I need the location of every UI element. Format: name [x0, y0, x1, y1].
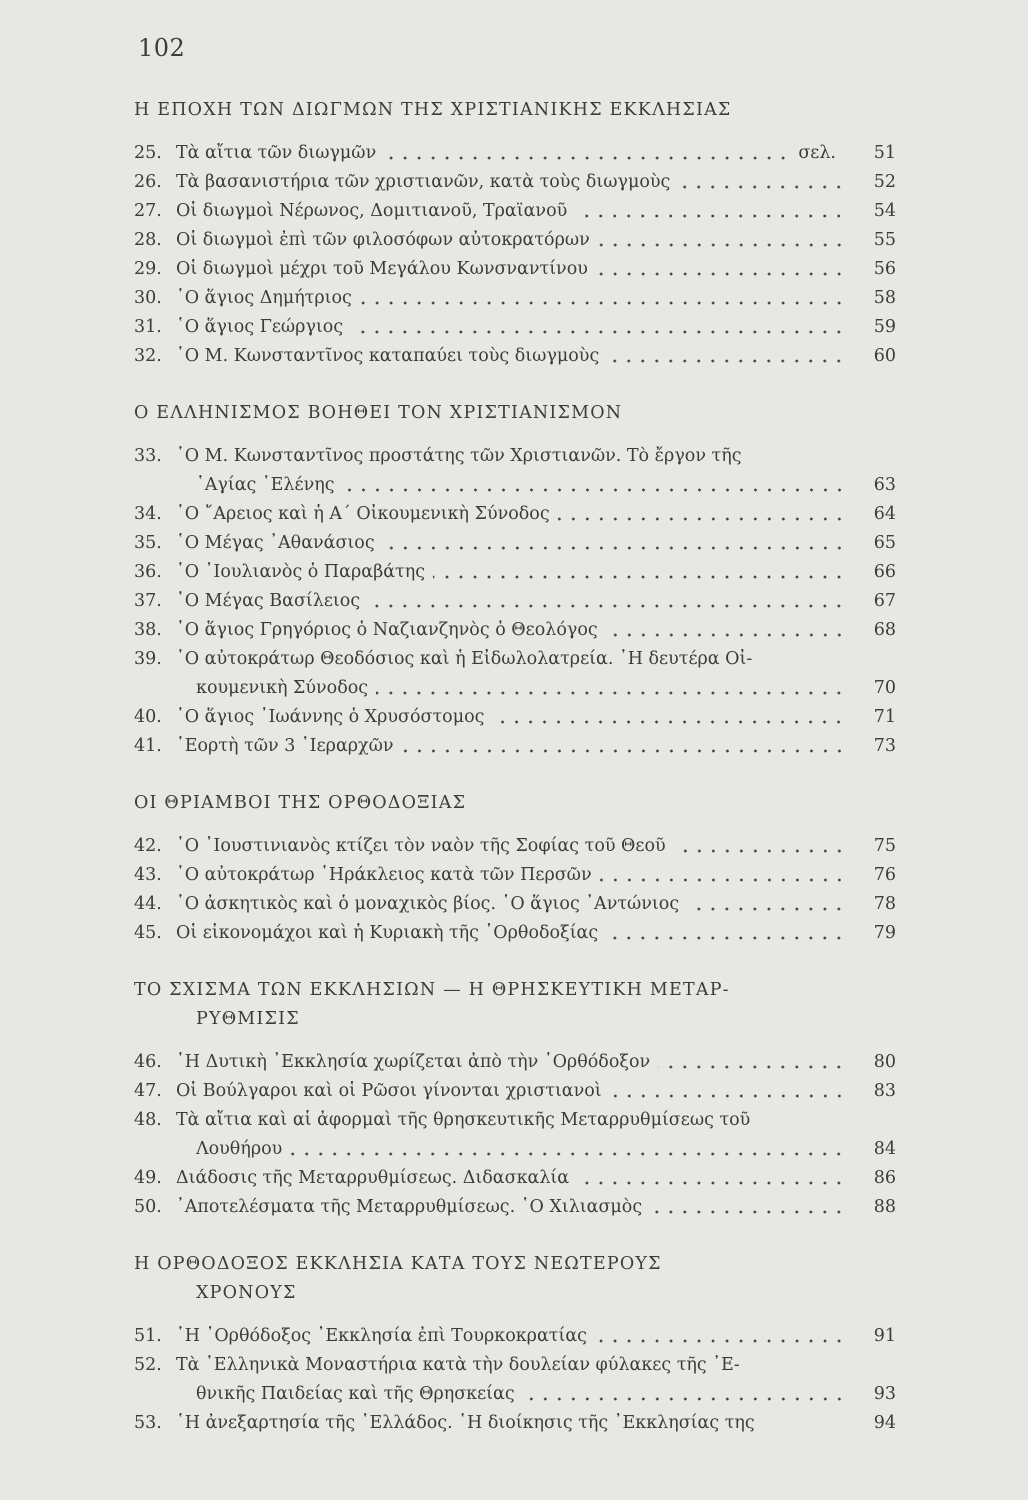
section-heading-line: ΧΡΟΝΟΥΣ [196, 1283, 297, 1303]
entry-number: 48. [134, 1110, 162, 1130]
entry-number: 27. [134, 201, 162, 221]
page-reference: 76 [873, 865, 896, 885]
toc-entry [134, 442, 896, 500]
toc-entry-line [134, 471, 896, 500]
entry-title: Οἱ Βούλγαροι καὶ οἱ Ρῶσοι γίνονται χριστιανοὶ [176, 1081, 602, 1101]
toc-entry [134, 832, 896, 861]
toc-entry-line [134, 1077, 896, 1106]
toc-entry [134, 284, 896, 313]
entry-title: ῾Ο Μ. Κωνσταντῖνος προστάτης τῶν Χριστιανῶν. Τὸ ἔργον τῆς [176, 446, 742, 466]
dot-leader [368, 603, 846, 609]
dot-leader [492, 719, 846, 725]
dot-leader [402, 748, 846, 754]
entry-number: 37. [134, 591, 162, 611]
dot-leader [383, 545, 846, 551]
toc-entry-line [134, 919, 896, 948]
toc-entry-line [134, 197, 896, 226]
dot-leader [600, 877, 846, 883]
entry-title: ῾Ο Μ. Κωνσταντῖνος καταπαύει τοὺς διωγμοὺς [176, 346, 600, 366]
page-reference: 73 [873, 736, 896, 756]
toc-section [134, 1250, 896, 1438]
toc-entry-line [134, 313, 896, 342]
entry-title: ῾Ο ῎Αρειος καὶ ἡ Α΄ Οἰκουμενικὴ Σύνοδος [176, 504, 550, 524]
dot-leader [650, 1209, 846, 1215]
table-of-contents [134, 96, 896, 1466]
page-reference: 56 [873, 259, 896, 279]
section-heading [134, 789, 896, 818]
entry-number: 29. [134, 259, 162, 279]
toc-entry-line [134, 1351, 896, 1380]
entry-title: Τὰ βασανιστήρια τῶν χριστιανῶν, κατὰ τοὺς διωγμοὺς [176, 172, 671, 192]
dot-leader [674, 848, 846, 854]
dot-leader [678, 184, 846, 190]
page-reference: 68 [873, 620, 896, 640]
dot-leader [595, 1338, 846, 1344]
toc-entry-line [134, 645, 896, 674]
page-reference: 84 [873, 1139, 896, 1159]
entry-title: ῾Εορτὴ τῶν 3 ῾Ιεραρχῶν [176, 736, 394, 756]
toc-entry [134, 529, 896, 558]
toc-entry [134, 313, 896, 342]
toc-entry-line [134, 500, 896, 529]
entry-title: Οἱ διωγμοὶ Νέρωνος, Δομιτιανοῦ, Τραϊανοῦ [176, 201, 568, 221]
page-reference: 94 [873, 1413, 896, 1433]
page-reference: 60 [873, 346, 896, 366]
entry-number: 44. [134, 894, 162, 914]
section-heading-line: ΟΙ ΘΡΙΑΜΒΟΙ ΤΗΣ ΟΡΘΟΔΟΞΙΑΣ [134, 793, 467, 813]
entry-number: 28. [134, 230, 162, 250]
toc-section [134, 399, 896, 761]
toc-entry [134, 732, 896, 761]
page-reference: 78 [873, 894, 896, 914]
toc-entry [134, 255, 896, 284]
toc-entry [134, 1193, 896, 1222]
entry-number: 26. [134, 172, 162, 192]
page-reference: 93 [873, 1384, 896, 1404]
toc-entry [134, 168, 896, 197]
page-reference: 66 [873, 562, 896, 582]
entry-number: 45. [134, 923, 162, 943]
entry-number: 31. [134, 317, 162, 337]
entry-title: ῾Ο Μέγας ᾿Αθανάσιος [176, 533, 375, 553]
dot-leader [658, 1064, 846, 1070]
toc-entry-line [134, 616, 896, 645]
entry-number: 25. [134, 143, 162, 163]
toc-entry-line [134, 1106, 896, 1135]
dot-leader [376, 690, 846, 696]
toc-entry [134, 197, 896, 226]
entry-number: 46. [134, 1052, 162, 1072]
entry-title: ῾Ο ᾿Ιουλιανὸς ὁ Παραβάτης [176, 562, 425, 582]
dot-leader [610, 1093, 846, 1099]
section-heading-line: Ο ΕΛΛΗΝΙΣΜΟΣ ΒΟΗΘΕΙ ΤΟΝ ΧΡΙΣΤΙΑΝΙΣΜΟΝ [134, 403, 623, 423]
toc-entry [134, 1048, 896, 1077]
page-reference: 91 [873, 1326, 896, 1346]
toc-entry-line [134, 890, 896, 919]
toc-entry [134, 226, 896, 255]
entry-number: 49. [134, 1168, 162, 1188]
toc-entry [134, 861, 896, 890]
entry-title: ῾Η ᾿Ορθόδοξος ᾿Εκκλησία ἐπὶ Τουρκοκρατίας [176, 1326, 587, 1346]
toc-entry [134, 558, 896, 587]
toc-entry [134, 1077, 896, 1106]
entry-title: ῾Ο αὐτοκράτωρ ῾Ηράκλειος κατὰ τῶν Περσῶν [176, 865, 592, 885]
entry-title: Οἱ διωγμοὶ ἐπὶ τῶν φιλοσόφων αὐτοκρατόρων [176, 230, 590, 250]
entry-title: ῾Ο ἅγιος Γεώργιος [176, 317, 344, 337]
section-heading [134, 96, 896, 125]
section-heading [134, 976, 896, 1034]
toc-section [134, 789, 896, 948]
toc-entry-line [134, 674, 896, 703]
toc-entry-line [134, 1135, 896, 1164]
dot-leader [433, 574, 846, 580]
entry-title: ῾Η ἀνεξαρτησία τῆς ῾Ελλάδος. ῾Η διοίκησις τῆς ᾿Εκκλησίας της [176, 1413, 755, 1433]
entry-number: 35. [134, 533, 162, 553]
page-reference: 67 [873, 591, 896, 611]
toc-entry-line [134, 1322, 896, 1351]
entry-number: 50. [134, 1197, 162, 1217]
toc-section [134, 976, 896, 1222]
section-heading-line: ΤΟ ΣΧΙΣΜΑ ΤΩΝ ΕΚΚΛΗΣΙΩΝ — Η ΘΡΗΣΚΕΥΤΙΚΗ ΜΕΤΑΡ- [134, 980, 730, 1000]
toc-entry-line [134, 1048, 896, 1077]
entry-number: 33. [134, 446, 162, 466]
dot-leader [360, 300, 846, 306]
page-reference: 54 [873, 201, 896, 221]
entry-title: ῾Ο ἅγιος Γρηγόριος ὁ Ναζιανζηνὸς ὁ Θεολόγος [176, 620, 598, 640]
entry-title: κουμενικὴ Σύνοδος [196, 678, 369, 698]
page-reference: 51 [873, 143, 896, 163]
entry-number: 42. [134, 836, 162, 856]
entry-title: Τὰ αἴτια τῶν διωγμῶν [176, 143, 377, 163]
dot-leader [523, 1396, 846, 1402]
toc-entry-line [134, 732, 896, 761]
entry-title: Λουθήρου [196, 1139, 283, 1159]
toc-entry-line [134, 139, 896, 168]
entry-number: 32. [134, 346, 162, 366]
page-reference: 83 [873, 1081, 896, 1101]
entry-title: ῾Ο ᾿Ιουστινιανὸς κτίζει τὸν ναὸν τῆς Σοφίας τοῦ Θεοῦ [176, 836, 666, 856]
toc-entry [134, 1106, 896, 1164]
entry-number: 41. [134, 736, 162, 756]
page-reference: 65 [873, 533, 896, 553]
entry-title: Διάδοσις τῆς Μεταρρυθμίσεως. Διδασκαλία [176, 1168, 570, 1188]
dot-leader [577, 1180, 846, 1186]
entry-number: 43. [134, 865, 162, 885]
toc-entry-line [134, 284, 896, 313]
page-reference: 59 [873, 317, 896, 337]
entry-number: 39. [134, 649, 162, 669]
entry-number: 40. [134, 707, 162, 727]
entry-number: 47. [134, 1081, 162, 1101]
toc-entry [134, 342, 896, 371]
dot-leader [607, 358, 846, 364]
entry-title: Τὰ αἴτια καὶ αἱ ἀφορμαὶ τῆς θρησκευτικῆς Μεταρρυθμίσεως τοῦ [176, 1110, 751, 1130]
toc-entry [134, 645, 896, 703]
entry-number: 36. [134, 562, 162, 582]
dot-leader [290, 1151, 846, 1157]
page-reference: 80 [873, 1052, 896, 1072]
entry-title: Τὰ ῾Ελληνικὰ Μοναστήρια κατὰ τὴν δουλείαν φύλακες τῆς ᾿Ε- [176, 1355, 740, 1375]
toc-entry-line [134, 587, 896, 616]
toc-entry [134, 1409, 896, 1438]
toc-entry-line [134, 832, 896, 861]
entry-title: Οἱ εἰκονομάχοι καὶ ἡ Κυριακὴ τῆς ᾿Ορθοδοξίας [176, 923, 599, 943]
toc-entry [134, 139, 896, 168]
toc-entry-line [134, 342, 896, 371]
dot-leader [351, 329, 846, 335]
entry-number: 52. [134, 1355, 162, 1375]
page-reference: 75 [873, 836, 896, 856]
dot-leader [384, 155, 790, 161]
entry-number: 53. [134, 1413, 162, 1433]
section-heading [134, 399, 896, 428]
entry-number: 30. [134, 288, 162, 308]
page-reference: 88 [873, 1197, 896, 1217]
toc-entry [134, 1322, 896, 1351]
toc-entry [134, 1164, 896, 1193]
toc-entry [134, 890, 896, 919]
toc-entry [134, 1351, 896, 1409]
entry-title: ῾Ο ἅγιος Δημήτριος [176, 288, 352, 308]
dot-leader [606, 935, 846, 941]
toc-entry-line [134, 1164, 896, 1193]
entry-number: 38. [134, 620, 162, 640]
entry-number: 34. [134, 504, 162, 524]
entry-title: ῾Ο αὐτοκράτωρ Θεοδόσιος καὶ ἡ Εἰδωλολατρεία. ῾Η δευτέρα Οἰ- [176, 649, 753, 669]
page-reference: 71 [873, 707, 896, 727]
section-heading-line: Η ΟΡΘΟΔΟΞΟΣ ΕΚΚΛΗΣΙΑ ΚΑΤΑ ΤΟΥΣ ΝΕΩΤΕΡΟΥΣ [134, 1254, 662, 1274]
entry-title: ῾Ο Μέγας Βασίλειος [176, 591, 361, 611]
page-reference: 64 [873, 504, 896, 524]
dot-leader [575, 213, 846, 219]
toc-entry-line [134, 442, 896, 471]
toc-entry [134, 919, 896, 948]
page-reference: 63 [873, 475, 896, 495]
page-reference: 70 [873, 678, 896, 698]
toc-entry [134, 703, 896, 732]
section-heading-line: Η ΕΠΟΧΗ ΤΩΝ ΔΙΩΓΜΩΝ ΤΗΣ ΧΡΙΣΤΙΑΝΙΚΗΣ ΕΚΚΛΗΣΙΑΣ [134, 100, 732, 120]
entry-title: Οἱ διωγμοὶ μέχρι τοῦ Μεγάλου Κωνσναντίνου [176, 259, 588, 279]
dot-leader [687, 906, 846, 912]
toc-entry-line [134, 1380, 896, 1409]
section-heading [134, 1250, 896, 1308]
entry-title: θνικῆς Παιδείας καὶ τῆς Θρησκείας [196, 1384, 515, 1404]
toc-entry [134, 616, 896, 645]
toc-entry-line [134, 861, 896, 890]
toc-entry-line [134, 1409, 896, 1438]
page-label: σελ. [798, 143, 836, 163]
dot-leader [596, 271, 846, 277]
entry-title: ῾Αγίας ῾Ελένης [196, 475, 335, 495]
toc-entry-line [134, 529, 896, 558]
page-reference: 55 [873, 230, 896, 250]
entry-number: 51. [134, 1326, 162, 1346]
toc-entry-line [134, 558, 896, 587]
page-reference: 86 [873, 1168, 896, 1188]
entry-title: ῾Η Δυτικὴ ᾿Εκκλησία χωρίζεται ἀπὸ τὴν ᾿Ορθόδοξον [176, 1052, 651, 1072]
toc-entry-line [134, 255, 896, 284]
entry-title: ᾿Αποτελέσματα τῆς Μεταρρυθμίσεως. ῾Ο Χιλιασμὸς [176, 1197, 643, 1217]
page-number: 102 [138, 34, 186, 62]
toc-entry-line [134, 168, 896, 197]
toc-entry-line [134, 703, 896, 732]
toc-entry [134, 587, 896, 616]
dot-leader [606, 632, 846, 638]
dot-leader [343, 487, 847, 493]
dot-leader [558, 516, 846, 522]
entry-title: ῾Ο ἅγιος ᾿Ιωάννης ὁ Χρυσόστομος [176, 707, 485, 727]
toc-section [134, 96, 896, 371]
dot-leader [598, 242, 846, 248]
entry-title: ῾Ο ἀσκητικὸς καὶ ὁ μοναχικὸς βίος. ῾Ο ἅγιος ᾿Αντώνιος [176, 894, 680, 914]
toc-entry [134, 500, 896, 529]
section-heading-line: ΡΥΘΜΙΣΙΣ [196, 1009, 300, 1029]
toc-entry-line [134, 1193, 896, 1222]
page-reference: 52 [873, 172, 896, 192]
toc-entry-line [134, 226, 896, 255]
page-reference: 58 [873, 288, 896, 308]
page-reference: 79 [873, 923, 896, 943]
